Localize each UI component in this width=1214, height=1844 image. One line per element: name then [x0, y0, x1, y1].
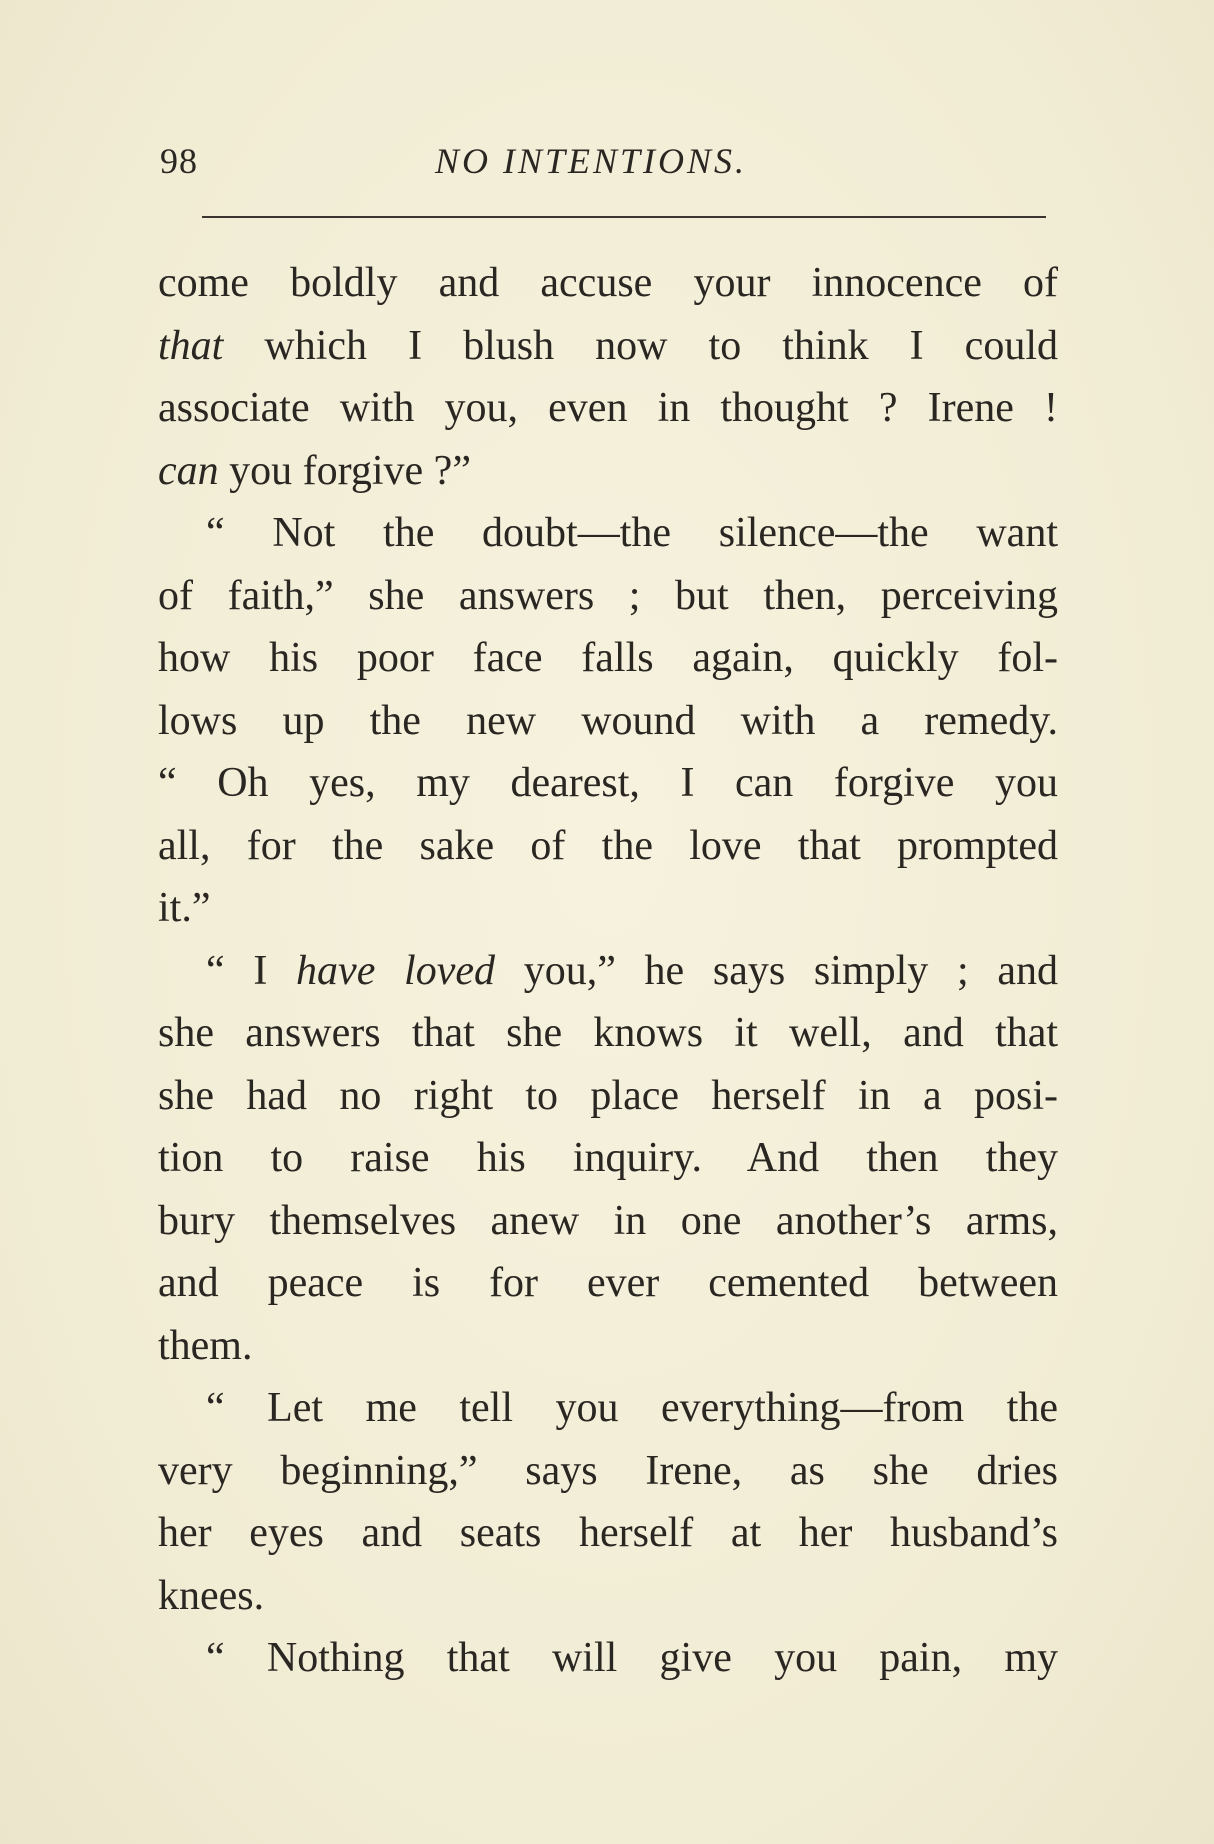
text-line	[158, 1565, 1058, 1628]
text-line	[158, 377, 1058, 440]
text-line	[158, 315, 1058, 378]
text-segment: “ Oh yes, my dearest, I can forgive you	[158, 760, 1058, 806]
text-segment: she answers that she knows it well, and that	[158, 1010, 1058, 1056]
text-line	[158, 1502, 1058, 1565]
text-line	[158, 940, 1058, 1003]
text-segment: of faith,” she answers ; but then, perceiving	[158, 572, 1058, 619]
text-segment: them.	[158, 1322, 253, 1369]
text-segment: you forgive ?”	[218, 447, 471, 494]
text-segment: “ Nothing that will give you pain, my	[206, 1635, 1058, 1681]
text-line	[158, 1440, 1058, 1503]
text-segment: “ I	[206, 947, 297, 994]
text-line	[158, 1377, 1058, 1440]
text-segment: it.”	[158, 885, 211, 931]
text-line	[158, 1065, 1058, 1128]
text-segment: “ Not the doubt—the silence—the want	[206, 510, 1058, 556]
text-line	[158, 877, 1058, 940]
text-line	[158, 752, 1058, 815]
text-line	[158, 1190, 1058, 1253]
text-segment: how his poor face falls again, quickly fol-	[158, 635, 1058, 681]
italic-text: can	[158, 447, 219, 494]
text-segment: all, for the sake of the love that prompted	[158, 822, 1058, 869]
text-segment: tion to raise his inquiry. And then they	[158, 1135, 1058, 1181]
text-segment: associate with you, even in thought ? Irene !	[158, 385, 1058, 431]
text-segment: which I blush now to think I could	[223, 322, 1058, 369]
text-line	[158, 690, 1058, 753]
text-line	[158, 252, 1058, 315]
text-segment: she had no right to place herself in a posi-	[158, 1072, 1058, 1119]
text-line	[158, 1315, 1058, 1378]
text-line	[158, 1002, 1058, 1065]
text-line	[158, 502, 1058, 565]
text-segment: very beginning,” says Irene, as she dries	[158, 1447, 1058, 1494]
text-line	[158, 565, 1058, 628]
italic-text: have loved	[296, 947, 495, 994]
text-line	[158, 815, 1058, 878]
text-line	[158, 1627, 1058, 1690]
text-line	[158, 440, 1058, 503]
page-header	[0, 140, 1214, 190]
text-line	[158, 1127, 1058, 1190]
body-text	[158, 252, 1058, 1690]
italic-text: that	[158, 322, 224, 369]
text-segment: her eyes and seats herself at her husband’s	[158, 1510, 1058, 1556]
text-segment: bury themselves anew in one another’s arms,	[158, 1197, 1058, 1244]
text-segment: lows up the new wound with a remedy.	[158, 697, 1058, 744]
text-segment: you,” he says simply ; and	[495, 947, 1058, 994]
text-segment: and peace is for ever cemented between	[158, 1260, 1058, 1306]
header-rule	[202, 216, 1046, 218]
page-number: 98	[160, 141, 198, 181]
text-segment: knees.	[158, 1572, 265, 1619]
text-segment: “ Let me tell you everything—from the	[206, 1385, 1058, 1431]
text-line	[158, 627, 1058, 690]
running-title: NO INTENTIONS.	[435, 141, 748, 181]
text-line	[158, 1252, 1058, 1315]
text-segment: come boldly and accuse your innocence of	[158, 260, 1058, 306]
